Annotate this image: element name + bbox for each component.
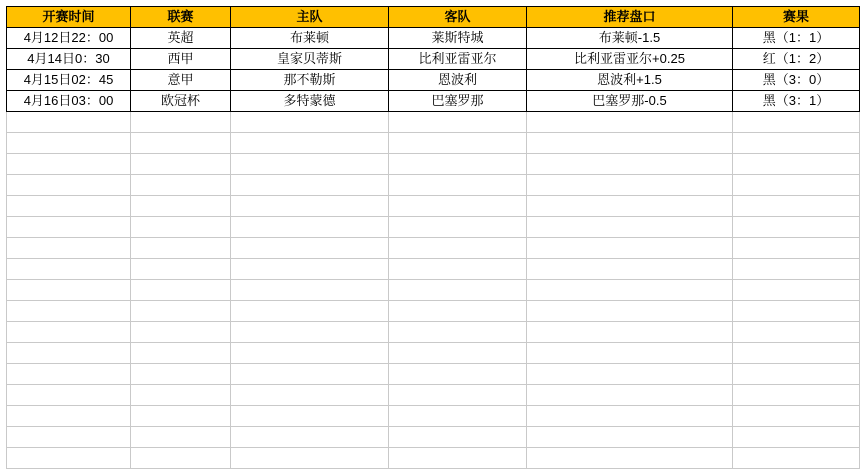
cell-result: 红（1：2） xyxy=(733,49,860,70)
empty-cell xyxy=(131,217,231,238)
empty-cell xyxy=(389,217,527,238)
empty-cell xyxy=(733,427,860,448)
empty-cell xyxy=(231,133,389,154)
cell-away: 莱斯特城 xyxy=(389,28,527,49)
cell-league: 英超 xyxy=(131,28,231,49)
cell-away: 比利亚雷亚尔 xyxy=(389,49,527,70)
empty-cell xyxy=(389,175,527,196)
empty-cell xyxy=(231,301,389,322)
empty-cell xyxy=(7,196,131,217)
empty-cell xyxy=(7,385,131,406)
cell-pick: 比利亚雷亚尔+0.25 xyxy=(527,49,733,70)
cell-league: 西甲 xyxy=(131,49,231,70)
cell-result: 黑（3：1） xyxy=(733,91,860,112)
empty-cell xyxy=(7,238,131,259)
empty-cell xyxy=(389,112,527,133)
empty-cell xyxy=(527,217,733,238)
empty-row xyxy=(7,427,860,448)
empty-cell xyxy=(7,322,131,343)
column-header-away: 客队 xyxy=(389,7,527,28)
empty-cell xyxy=(527,175,733,196)
table-body xyxy=(7,7,860,469)
empty-row xyxy=(7,301,860,322)
empty-cell xyxy=(389,280,527,301)
empty-cell xyxy=(389,133,527,154)
cell-time: 4月14日0：30 xyxy=(7,49,131,70)
empty-cell xyxy=(231,427,389,448)
cell-away: 巴塞罗那 xyxy=(389,91,527,112)
empty-cell xyxy=(527,280,733,301)
empty-cell xyxy=(527,133,733,154)
empty-row xyxy=(7,343,860,364)
empty-cell xyxy=(733,133,860,154)
empty-cell xyxy=(131,259,231,280)
empty-cell xyxy=(131,385,231,406)
empty-cell xyxy=(7,343,131,364)
empty-cell xyxy=(131,427,231,448)
empty-row xyxy=(7,364,860,385)
empty-cell xyxy=(231,322,389,343)
empty-cell xyxy=(389,238,527,259)
empty-cell xyxy=(131,112,231,133)
cell-time: 4月12日22：00 xyxy=(7,28,131,49)
empty-cell xyxy=(7,217,131,238)
empty-row xyxy=(7,112,860,133)
empty-cell xyxy=(231,385,389,406)
empty-cell xyxy=(131,238,231,259)
empty-cell xyxy=(733,175,860,196)
empty-cell xyxy=(527,301,733,322)
table-row xyxy=(7,91,860,112)
empty-cell xyxy=(231,448,389,469)
cell-result: 黑（3：0） xyxy=(733,70,860,91)
cell-home: 皇家贝蒂斯 xyxy=(231,49,389,70)
empty-cell xyxy=(527,364,733,385)
empty-cell xyxy=(527,154,733,175)
empty-cell xyxy=(527,427,733,448)
empty-cell xyxy=(7,280,131,301)
empty-row xyxy=(7,175,860,196)
empty-cell xyxy=(733,154,860,175)
table-row xyxy=(7,70,860,91)
empty-cell xyxy=(527,343,733,364)
cell-pick: 恩波利+1.5 xyxy=(527,70,733,91)
empty-cell xyxy=(389,301,527,322)
empty-cell xyxy=(131,133,231,154)
empty-row xyxy=(7,385,860,406)
empty-cell xyxy=(131,301,231,322)
empty-cell xyxy=(131,280,231,301)
empty-cell xyxy=(7,175,131,196)
empty-cell xyxy=(733,322,860,343)
column-header-result: 赛果 xyxy=(733,7,860,28)
column-header-league: 联赛 xyxy=(131,7,231,28)
cell-result: 黑（1：1） xyxy=(733,28,860,49)
spreadsheet-area xyxy=(0,6,862,427)
column-header-pick: 推荐盘口 xyxy=(527,7,733,28)
empty-cell xyxy=(389,343,527,364)
match-table xyxy=(6,6,860,469)
cell-pick: 布莱顿-1.5 xyxy=(527,28,733,49)
empty-row xyxy=(7,322,860,343)
empty-cell xyxy=(389,259,527,280)
cell-time: 4月15日02：45 xyxy=(7,70,131,91)
empty-cell xyxy=(389,448,527,469)
empty-cell xyxy=(389,364,527,385)
cell-home: 多特蒙德 xyxy=(231,91,389,112)
empty-row xyxy=(7,280,860,301)
empty-cell xyxy=(733,448,860,469)
empty-cell xyxy=(733,238,860,259)
table-row xyxy=(7,28,860,49)
empty-cell xyxy=(389,427,527,448)
empty-cell xyxy=(131,322,231,343)
empty-cell xyxy=(7,154,131,175)
empty-cell xyxy=(527,448,733,469)
empty-cell xyxy=(7,133,131,154)
empty-cell xyxy=(733,217,860,238)
empty-row xyxy=(7,406,860,427)
empty-cell xyxy=(7,112,131,133)
empty-cell xyxy=(733,259,860,280)
empty-cell xyxy=(389,196,527,217)
empty-cell xyxy=(231,259,389,280)
empty-cell xyxy=(389,322,527,343)
empty-cell xyxy=(231,238,389,259)
empty-cell xyxy=(527,196,733,217)
cell-time: 4月16日03：00 xyxy=(7,91,131,112)
empty-cell xyxy=(733,385,860,406)
empty-row xyxy=(7,238,860,259)
empty-cell xyxy=(733,280,860,301)
empty-cell xyxy=(7,364,131,385)
empty-cell xyxy=(7,427,131,448)
empty-cell xyxy=(7,301,131,322)
empty-row xyxy=(7,133,860,154)
table-header-row xyxy=(7,7,860,28)
table-row xyxy=(7,49,860,70)
empty-cell xyxy=(131,448,231,469)
empty-cell xyxy=(733,343,860,364)
column-header-time: 开赛时间 xyxy=(7,7,131,28)
empty-cell xyxy=(389,385,527,406)
empty-cell xyxy=(131,175,231,196)
empty-cell xyxy=(231,280,389,301)
column-header-home: 主队 xyxy=(231,7,389,28)
cell-league: 欧冠杯 xyxy=(131,91,231,112)
empty-row xyxy=(7,154,860,175)
cell-away: 恩波利 xyxy=(389,70,527,91)
empty-cell xyxy=(131,196,231,217)
empty-cell xyxy=(527,259,733,280)
empty-cell xyxy=(231,154,389,175)
cell-league: 意甲 xyxy=(131,70,231,91)
empty-cell xyxy=(527,385,733,406)
cell-home: 那不勒斯 xyxy=(231,70,389,91)
empty-cell xyxy=(231,406,389,427)
empty-cell xyxy=(733,301,860,322)
empty-row xyxy=(7,196,860,217)
empty-cell xyxy=(527,238,733,259)
empty-cell xyxy=(389,406,527,427)
empty-cell xyxy=(527,406,733,427)
empty-cell xyxy=(527,112,733,133)
empty-cell xyxy=(7,448,131,469)
empty-cell xyxy=(131,406,231,427)
empty-cell xyxy=(389,154,527,175)
empty-cell xyxy=(527,322,733,343)
empty-cell xyxy=(131,343,231,364)
empty-cell xyxy=(231,175,389,196)
empty-cell xyxy=(733,406,860,427)
empty-row xyxy=(7,448,860,469)
empty-cell xyxy=(7,259,131,280)
empty-cell xyxy=(733,196,860,217)
empty-cell xyxy=(131,154,231,175)
empty-cell xyxy=(231,364,389,385)
cell-pick: 巴塞罗那-0.5 xyxy=(527,91,733,112)
empty-cell xyxy=(733,112,860,133)
empty-cell xyxy=(231,196,389,217)
empty-cell xyxy=(733,364,860,385)
empty-row xyxy=(7,217,860,238)
cell-home: 布莱顿 xyxy=(231,28,389,49)
empty-cell xyxy=(131,364,231,385)
empty-cell xyxy=(231,343,389,364)
empty-cell xyxy=(231,112,389,133)
empty-cell xyxy=(7,406,131,427)
empty-cell xyxy=(231,217,389,238)
empty-row xyxy=(7,259,860,280)
